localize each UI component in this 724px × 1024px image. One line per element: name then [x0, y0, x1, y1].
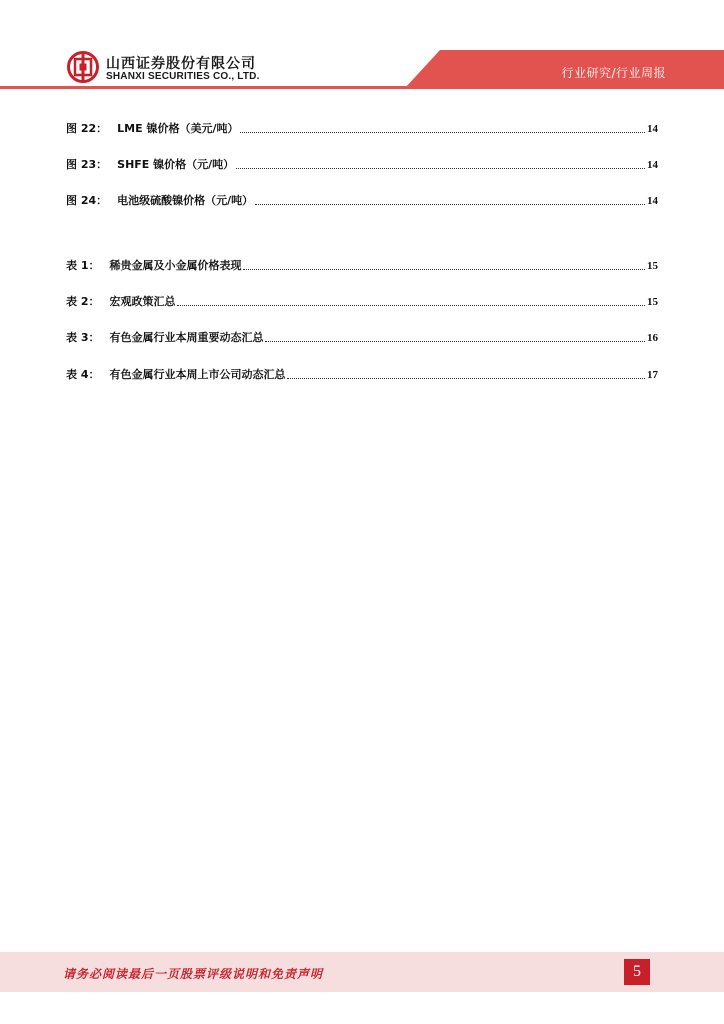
- company-name-en: SHANXI SECURITIES CO., LTD.: [106, 71, 260, 82]
- report-category: 行业研究/行业周报: [561, 66, 666, 80]
- toc-entry-number: 表 4：: [66, 368, 100, 381]
- toc-leader-dots: [243, 269, 645, 270]
- shanxi-securities-logo-icon: [67, 51, 99, 83]
- toc-leader-dots: [240, 132, 645, 133]
- toc-entry-page: 14: [647, 159, 658, 171]
- page-header: [0, 0, 724, 96]
- toc-leader-dots: [265, 341, 645, 342]
- toc-entry-table-4[interactable]: [66, 366, 658, 382]
- page-number: 5: [624, 959, 650, 985]
- toc-entry-figure-24[interactable]: [66, 192, 658, 208]
- toc-entry-number: 表 2：: [66, 295, 100, 308]
- toc-entry-page: 14: [647, 123, 658, 135]
- company-name-cn: 山西证券股份有限公司: [106, 56, 256, 72]
- toc-entry-number: 图 24：: [66, 194, 108, 207]
- toc-entry-table-2[interactable]: [66, 293, 658, 309]
- toc-entry-page: 16: [647, 332, 658, 344]
- toc-entry-table-1[interactable]: [66, 257, 658, 273]
- toc-entry-page: 15: [647, 296, 658, 308]
- toc-entry-number: 图 22：: [66, 122, 108, 135]
- page-footer: [0, 952, 724, 992]
- toc-leader-dots: [255, 204, 645, 205]
- toc-entry-table-3[interactable]: [66, 329, 658, 345]
- toc-leader-dots: [287, 378, 645, 379]
- toc-entry-figure-23[interactable]: [66, 156, 658, 172]
- toc-entry-page: 17: [647, 369, 658, 381]
- toc-entry-title: 有色金属行业本周上市公司动态汇总: [109, 368, 286, 381]
- toc-entry-title: LME 镍价格（美元/吨）: [117, 122, 239, 135]
- toc-entry-title: 电池级硫酸镍价格（元/吨）: [117, 194, 254, 207]
- toc-leader-dots: [177, 305, 645, 306]
- toc-entry-number: 表 3：: [66, 331, 100, 344]
- toc-entry-page: 15: [647, 260, 658, 272]
- toc-entry-title: 有色金属行业本周重要动态汇总: [109, 331, 264, 344]
- toc-entry-title: 稀贵金属及小金属价格表现: [109, 259, 242, 272]
- toc-entry-number: 图 23：: [66, 158, 108, 171]
- toc-entry-figure-22[interactable]: [66, 120, 658, 136]
- disclaimer-text: 请务必阅读最后一页股票评级说明和免责声明: [63, 967, 324, 981]
- toc-entry-number: 表 1：: [66, 259, 100, 272]
- toc-entry-page: 14: [647, 195, 658, 207]
- toc-entry-title: 宏观政策汇总: [109, 295, 176, 308]
- toc-leader-dots: [236, 168, 645, 169]
- toc-entry-title: SHFE 镍价格（元/吨）: [117, 158, 235, 171]
